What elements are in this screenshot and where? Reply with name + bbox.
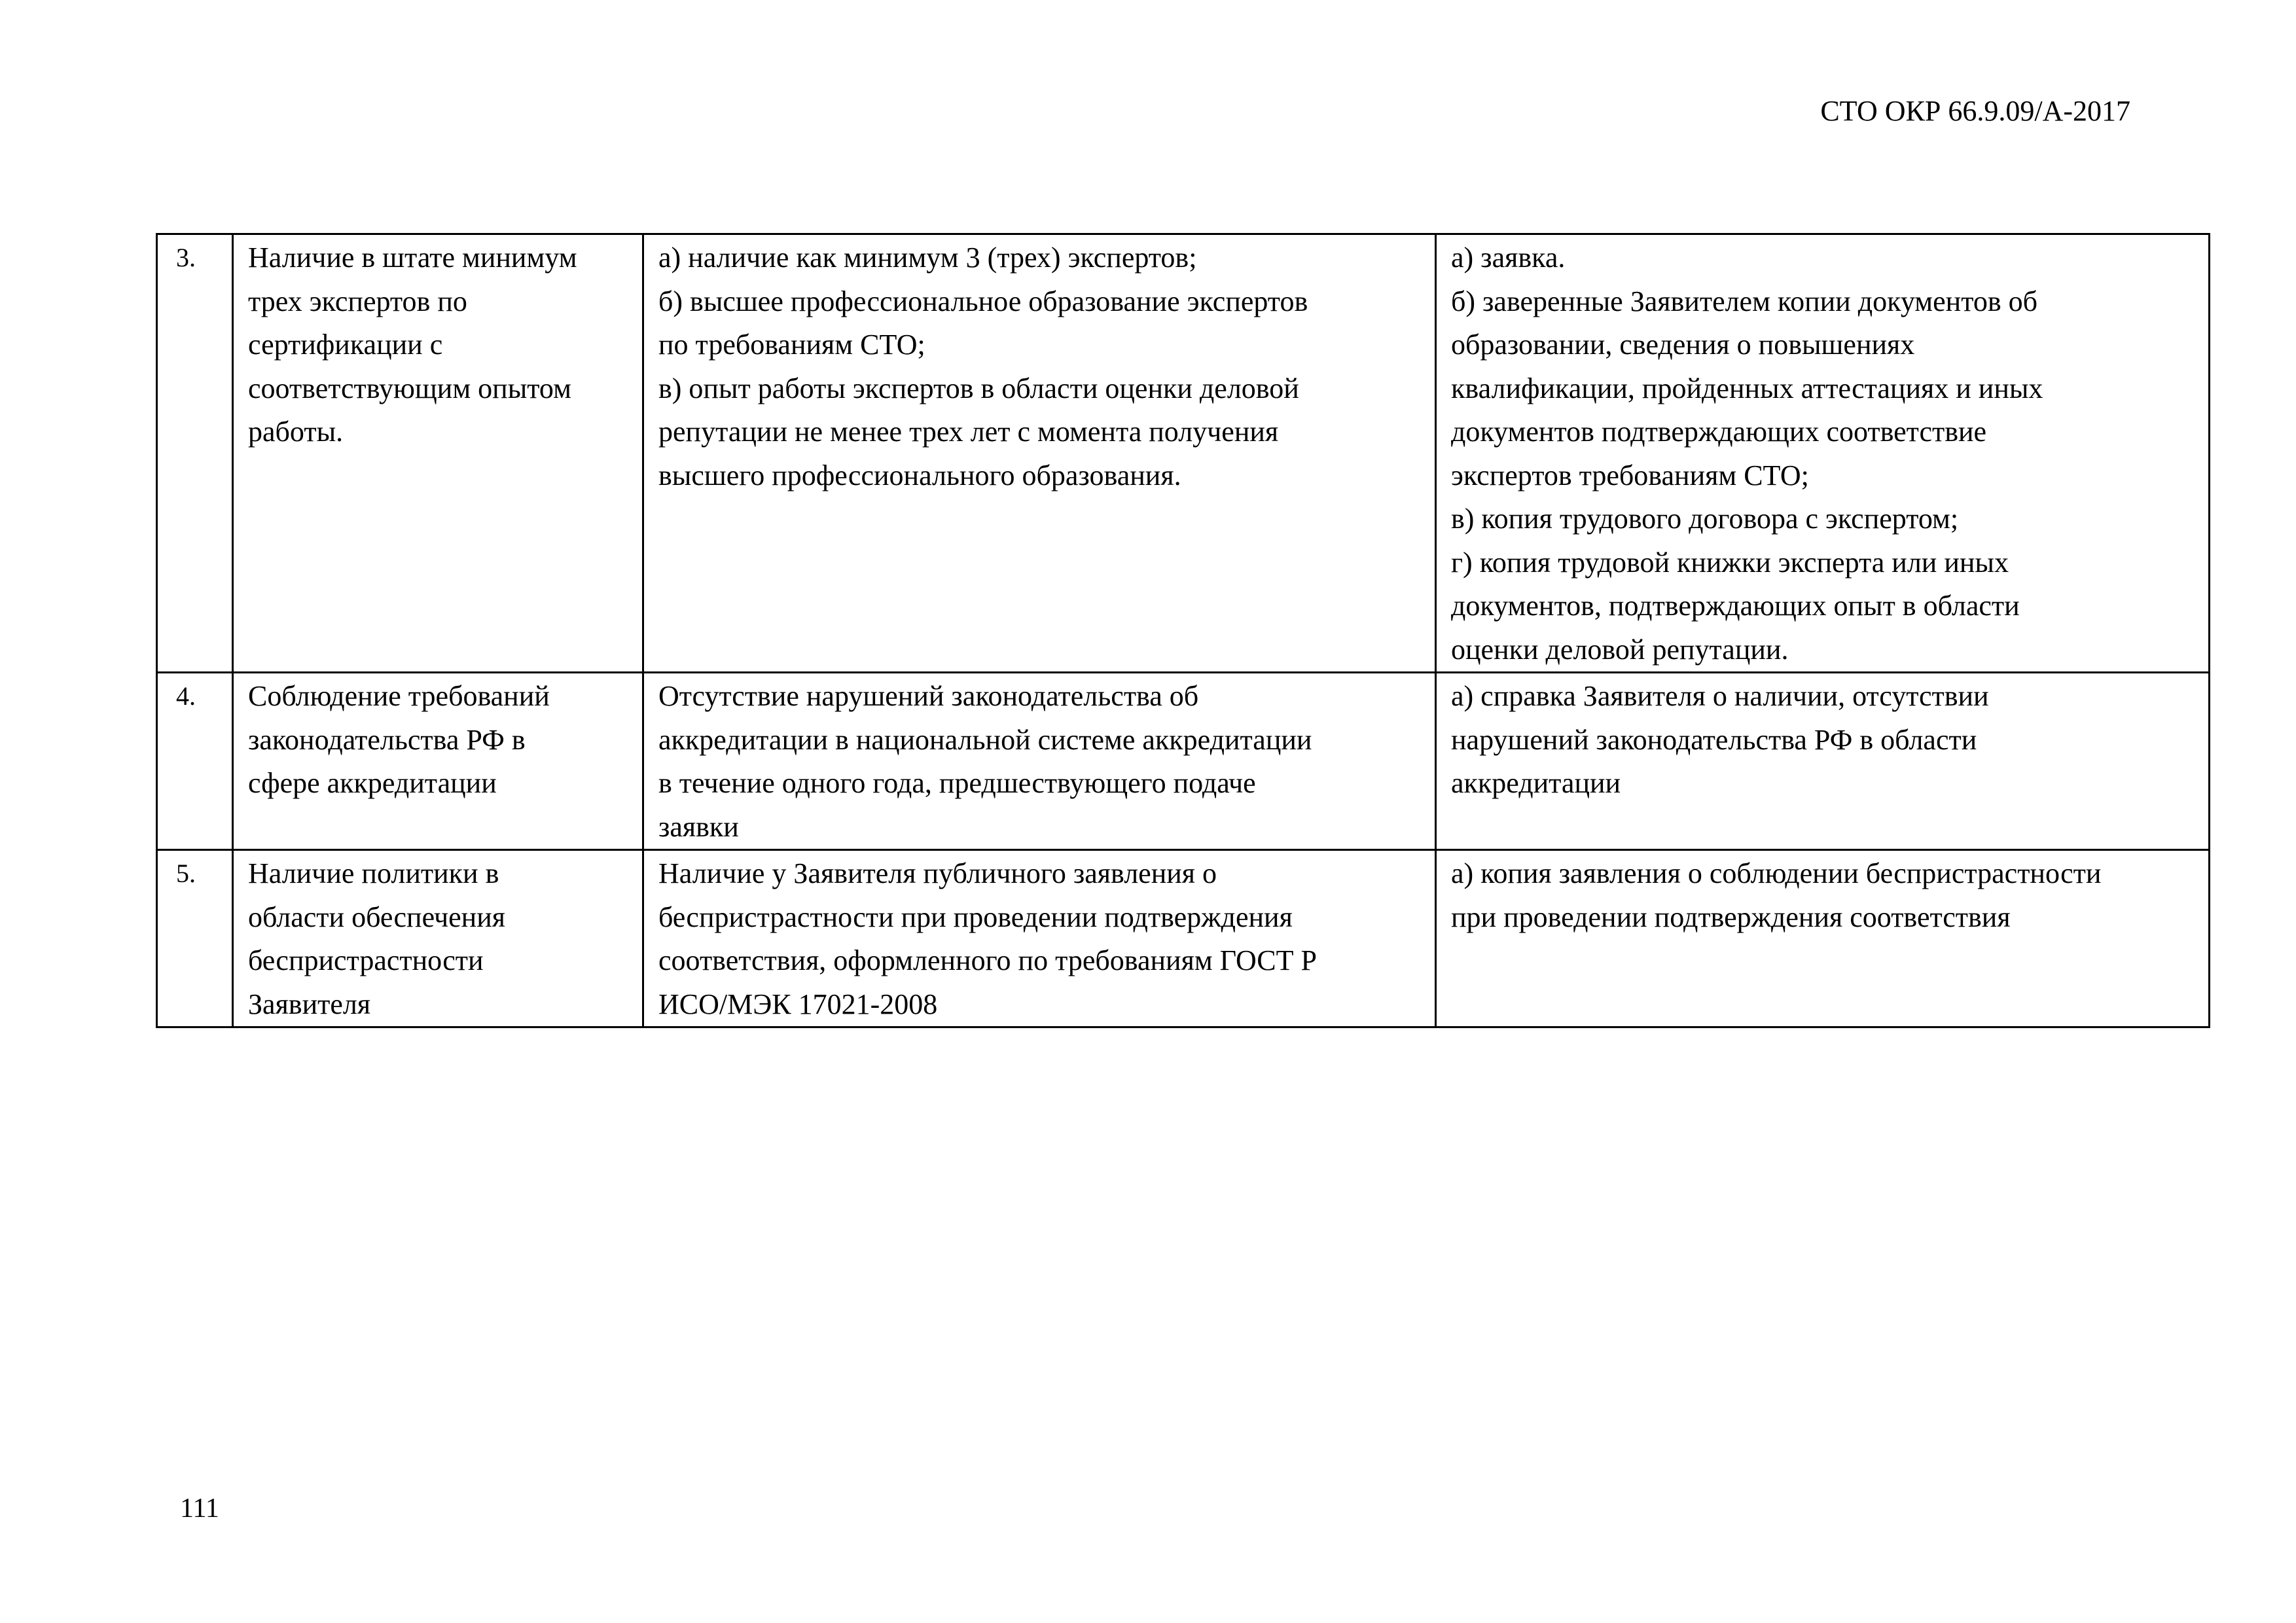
row-number: 5. — [157, 850, 233, 1027]
cell-line: Наличие в штате минимум — [248, 241, 577, 274]
requirements-table — [156, 233, 2210, 1028]
cell-line: в) копия трудового договора с экспертом; — [1451, 503, 1959, 535]
cell-line: документов подтверждающих соответствие — [1451, 416, 1987, 448]
cell-line: а) справка Заявителя о наличии, отсутствии — [1451, 680, 1989, 712]
row-number: 3. — [157, 234, 233, 673]
cell-line: по требованиям СТО; — [658, 329, 925, 361]
cell-line: Отсутствие нарушений законодательства об — [658, 680, 1199, 712]
cell-line: заявки — [658, 810, 739, 843]
cell-line: беспристрастности при проведении подтверждения — [658, 901, 1293, 933]
cell-line: Заявителя — [248, 988, 371, 1020]
cell-line: сертификации с — [248, 329, 443, 361]
cell-line: Соблюдение требований — [248, 680, 550, 712]
cell-line: Наличие у Заявителя публичного заявления о — [658, 857, 1217, 889]
cell-line: аккредитации — [1451, 767, 1621, 799]
requirement-cell — [643, 673, 1436, 850]
requirement-cell — [643, 234, 1436, 673]
cell-line: квалификации, пройденных аттестациях и иных — [1451, 372, 2043, 404]
cell-line: сфере аккредитации — [248, 767, 497, 799]
cell-line: трех экспертов по — [248, 285, 467, 317]
cell-line: в течение одного года, предшествующего подаче — [658, 767, 1256, 799]
cell-line: области обеспечения — [248, 901, 506, 933]
cell-line: г) копия трудовой книжки эксперта или иных — [1451, 546, 2009, 579]
cell-line: нарушений законодательства РФ в области — [1451, 723, 1977, 756]
cell-line: ИСО/МЭК 17021-2008 — [658, 988, 938, 1020]
cell-line: в) опыт работы экспертов в области оценки деловой — [658, 372, 1299, 404]
cell-line: при проведении подтверждения соответствия — [1451, 901, 2011, 933]
documents-cell — [1436, 850, 2210, 1027]
criterion-cell — [233, 673, 643, 850]
cell-line: работы. — [248, 416, 344, 448]
cell-line: б) высшее профессиональное образование экспертов — [658, 285, 1308, 317]
cell-line: документов, подтверждающих опыт в области — [1451, 590, 2020, 622]
cell-line: образовании, сведения о повышениях — [1451, 329, 1915, 361]
documents-cell — [1436, 673, 2210, 850]
cell-line: законодательства РФ в — [248, 723, 526, 756]
table-row — [157, 234, 2210, 673]
page-number: 111 — [180, 1493, 219, 1524]
cell-line: экспертов требованиям СТО; — [1451, 459, 1809, 491]
criterion-cell — [233, 850, 643, 1027]
cell-line: аккредитации в национальной системе аккредитации — [658, 723, 1312, 756]
documents-cell — [1436, 234, 2210, 673]
cell-line: а) копия заявления о соблюдении беспристрастности — [1451, 857, 2102, 889]
cell-line: а) наличие как минимум 3 (трех) экспертов; — [658, 241, 1197, 274]
requirement-cell — [643, 850, 1436, 1027]
cell-line: оценки деловой репутации. — [1451, 633, 1789, 666]
cell-line: б) заверенные Заявителем копии документов об — [1451, 285, 2038, 317]
cell-line: репутации не менее трех лет с момента получения — [658, 416, 1279, 448]
cell-line: соответствующим опытом — [248, 372, 571, 404]
table-row — [157, 673, 2210, 850]
table-row — [157, 850, 2210, 1027]
row-number: 4. — [157, 673, 233, 850]
cell-line: Наличие политики в — [248, 857, 499, 889]
cell-line: беспристрастности — [248, 944, 484, 976]
cell-line: высшего профессионального образования. — [658, 459, 1181, 491]
criterion-cell — [233, 234, 643, 673]
cell-line: а) заявка. — [1451, 241, 1566, 274]
document-code: СТО ОКР 66.9.09/А-2017 — [1820, 95, 2130, 127]
cell-line: соответствия, оформленного по требованиям ГОСТ Р — [658, 944, 1318, 976]
